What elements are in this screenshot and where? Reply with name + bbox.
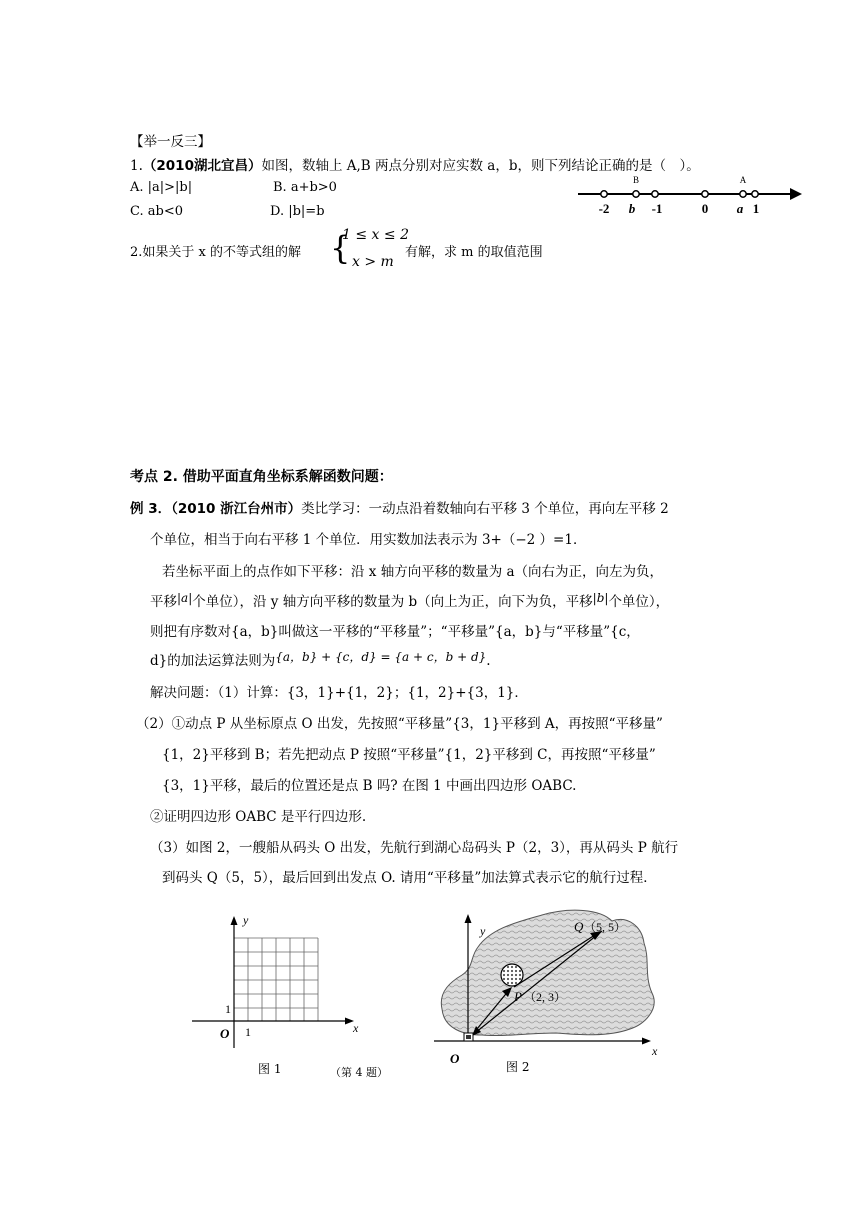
paragraph-line: 解决问题：（1）计算：{3，1}+{1，2}；{1，2}+{3，1}．	[150, 685, 528, 701]
tick-label: -2	[598, 201, 610, 216]
origin-label: O	[450, 1051, 460, 1066]
inequality-2: x > m	[352, 254, 394, 270]
paragraph-line: 个单位，相当于向右平移 1 个单位．用实数加法表示为 3+（−2 ）=1．	[150, 532, 587, 548]
label-B: B	[632, 175, 640, 185]
brace: {	[330, 229, 351, 267]
point-q-label: Q	[574, 919, 584, 934]
paragraph-line: 则把有序数对{a，b}叫做这一平移的“平移量”；“平移量”{a，b}与“平移量”{c，	[150, 624, 640, 640]
figure-note: （第 4 题）	[330, 1066, 388, 1079]
example-3-line-1: 例 3．（2010 浙江台州市）类比学习：一动点沿着数轴向右平移 3 个单位，再向左平移 2	[130, 501, 669, 517]
option-c: C. ab<0	[130, 204, 183, 219]
figure-1-caption: 图 1	[258, 1062, 282, 1076]
paragraph-line: 若坐标平面上的点作如下平移：沿 x 轴方向平移的数量为 a（向右为正，向左为负，	[162, 564, 664, 580]
paragraph-line: d}的加法运算法则为{a，b} + {c，d} = {a + c，b + d}.	[150, 650, 491, 669]
section-heading: 【举一反三】	[130, 134, 211, 150]
tick-label: 1	[752, 201, 760, 216]
tick-label: 0	[701, 201, 709, 216]
point-p-label: P	[514, 989, 522, 1004]
inequality-1: 1 ≤ x ≤ 2	[342, 227, 409, 243]
question-1-stem: 1.（2010湖北宜昌）如图，数轴上 A,B 两点分别对应实数 a，b，则下列结论正确的是（ ）。	[130, 158, 700, 174]
point-zero	[702, 191, 708, 197]
figure-1-grid	[188, 908, 378, 1058]
point-one	[752, 191, 758, 197]
x-unit-label: 1	[245, 1025, 251, 1039]
paragraph-line: （2）①动点 P 从坐标原点 O 出发，先按照“平移量”{3，1}平移到 A，再按照“平移量”	[136, 716, 663, 732]
paragraph-line: {1，2}平移到 B；若先把动点 P 按照“平移量”{1，2}平移到 C，再按照“平移量”	[162, 747, 656, 763]
y-axis-label: y	[480, 924, 486, 938]
point-minus-2	[601, 191, 607, 197]
point-a	[740, 191, 746, 197]
paragraph-line: 平移|a|个单位），沿 y 轴方向平移的数量为 b（向上为正，向下为负，平移|b|个单位），	[150, 591, 670, 610]
tick-label: b	[628, 201, 636, 216]
number-line	[570, 168, 810, 220]
label-A: A	[739, 175, 747, 185]
option-a: A. |a|>|b|	[130, 180, 193, 195]
point-minus-1	[652, 191, 658, 197]
point-q-coord: （5, 5）	[584, 920, 627, 934]
origin-label: O	[220, 1026, 230, 1041]
option-b: B. a+b>0	[273, 180, 337, 195]
question-2-prefix: 2.如果关于 x 的不等式组的解	[130, 245, 301, 260]
paragraph-line: 到码头 Q（5，5），最后回到出发点 O. 请用“平移量”加法算式表示它的航行过程．	[162, 870, 657, 886]
x-axis-label: x	[652, 1044, 658, 1058]
figure-2-caption: 图 2	[506, 1060, 530, 1074]
paragraph-line: ②证明四边形 OABC 是平行四边形.	[150, 809, 367, 825]
tick-label: -1	[651, 201, 663, 216]
paragraph-line: （3）如图 2，一艘船从码头 O 出发，先航行到湖心岛码头 P（2，3），再从码头 P 航行	[150, 840, 679, 856]
point-b	[633, 191, 639, 197]
paragraph-line: {3，1}平移，最后的位置还是点 B 吗? 在图 1 中画出四边形 OABC.	[162, 778, 577, 794]
option-d: D. |b|=b	[270, 204, 325, 219]
y-unit-label: 1	[225, 1002, 231, 1016]
point-p-coord: （2, 3）	[524, 990, 567, 1004]
tick-label: a	[736, 201, 744, 216]
question-2-suffix: 有解，求 m 的取值范围	[405, 245, 543, 260]
section-title: 考点 2. 借助平面直角坐标系解函数问题：	[130, 469, 393, 485]
y-axis-label: y	[243, 913, 249, 927]
figure-2-lake-map	[430, 905, 680, 1075]
x-axis-label: x	[353, 1021, 359, 1035]
